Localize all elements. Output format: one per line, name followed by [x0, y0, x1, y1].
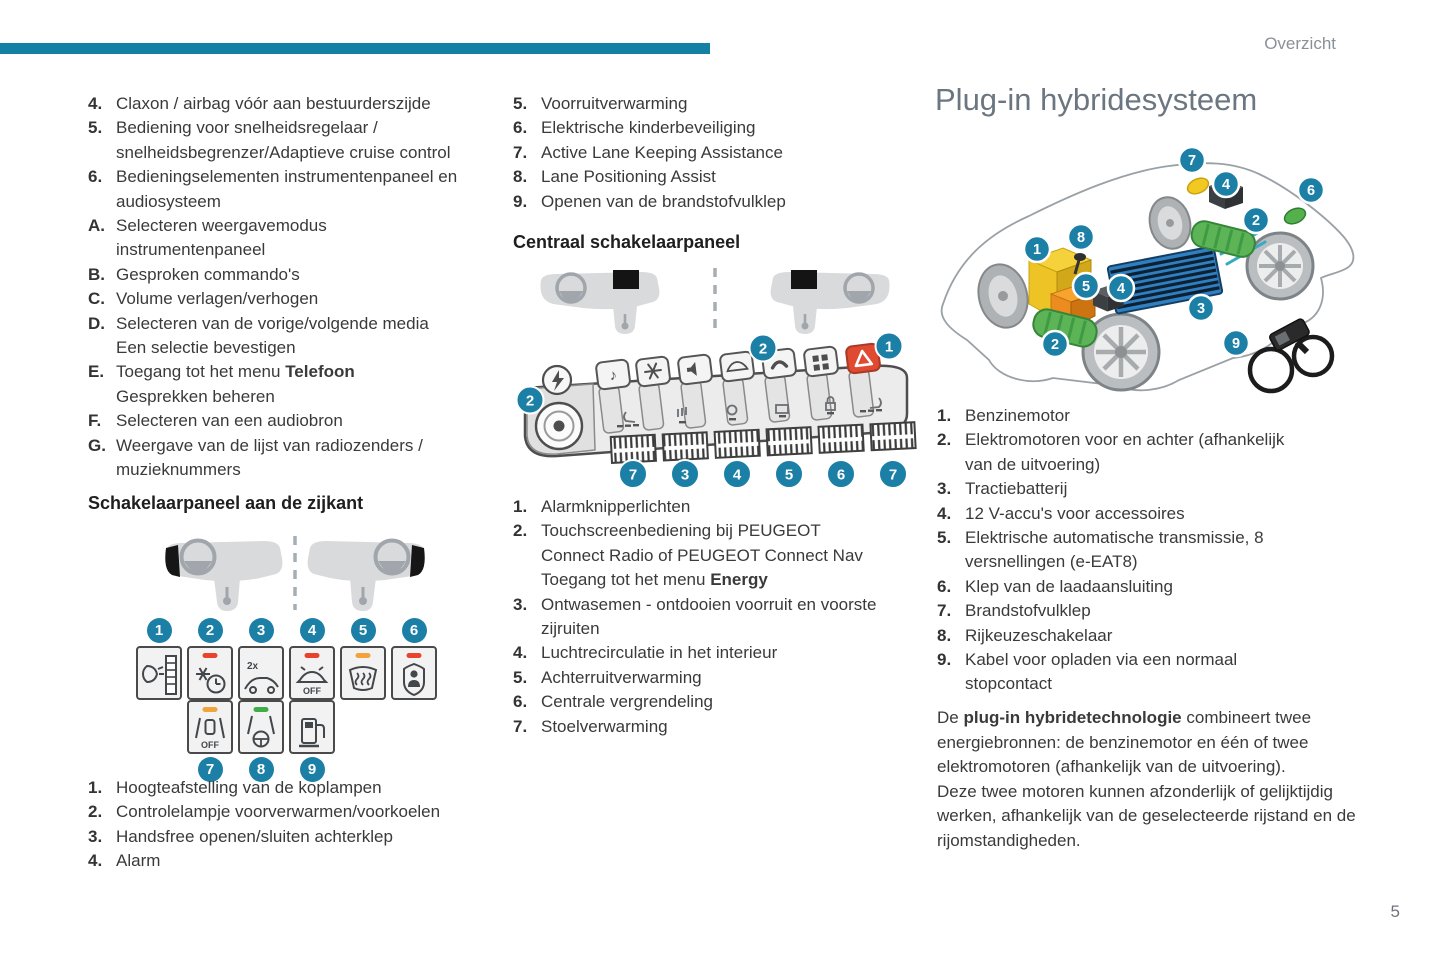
svg-text:6: 6: [836, 466, 846, 484]
fan-clock-icon: [192, 660, 228, 698]
wheel: [972, 259, 1034, 333]
side-panel-highlight: [165, 545, 180, 577]
list-item: 5. Voorruitverwarming: [513, 94, 688, 113]
hybrid-description: [937, 706, 1369, 854]
central-panel-key-list: [513, 495, 931, 739]
alarm-car-icon: [292, 656, 332, 698]
list-item: 9. Kabel voor opladen via een normaal stopcontact: [937, 650, 1238, 694]
side-switch-panel-diagram: [136, 618, 437, 782]
svg-text:5: 5: [784, 466, 794, 484]
dashboard-lhd-pictogram: [165, 541, 282, 612]
charging-cable: [1250, 318, 1332, 391]
list-item: 6. Klep van de laadaansluiting: [937, 576, 1173, 596]
panel-key-number: 4: [300, 618, 325, 643]
svg-text:7: 7: [1187, 153, 1197, 169]
panel-key-number: 1: [147, 618, 172, 643]
child-lock-icon: [396, 658, 432, 698]
indicator-lamp: [203, 653, 218, 658]
svg-text:3: 3: [680, 466, 690, 484]
svg-text:OFF: OFF: [303, 686, 321, 696]
list-item: 6. Bedieningselementen instrumentenpaneel en audiosysteem: [88, 167, 458, 211]
svg-text:2x: 2x: [247, 661, 259, 672]
svg-text:9: 9: [1231, 336, 1241, 352]
list-item: 1. Alarmknipperlichten: [513, 497, 691, 516]
svg-text:4: 4: [732, 466, 742, 484]
lane-positioning-icon: [242, 710, 280, 752]
steering-controls-list: [88, 92, 506, 483]
handsfree-tailgate-button[interactable]: [238, 646, 284, 700]
side-panel-key-list: [88, 776, 506, 874]
alloy-wheel: [1247, 233, 1313, 299]
svg-text:1: 1: [884, 338, 894, 356]
svg-text:2: 2: [758, 340, 768, 358]
central-panel-heading: Centraal schakelaarpaneel: [513, 232, 741, 252]
child-lock-button[interactable]: [391, 646, 437, 700]
power-button[interactable]: [543, 366, 571, 394]
list-item: 3. Handsfree openen/sluiten achterklep: [88, 826, 393, 846]
list-item: 4. 12 V-accu's voor accessoires: [937, 503, 1185, 523]
list-item: 4. Luchtrecirculatie in het interieur: [513, 643, 778, 663]
list-item: 6. Centrale vergrendeling: [513, 692, 713, 712]
svg-text:2: 2: [525, 392, 535, 410]
media-note-icon: ♪: [608, 366, 618, 385]
list-item: 2. Elektromotoren voor en achter (afhankelijk van de uitvoering): [937, 430, 1285, 474]
section-label: Overzicht: [1264, 34, 1336, 53]
list-item: 8. Lane Positioning Assist: [513, 167, 716, 187]
charging-flap: [1282, 205, 1308, 227]
svg-text:6: 6: [1306, 183, 1316, 199]
svg-text:7: 7: [888, 466, 898, 484]
panel-key-number: 5: [351, 618, 376, 643]
windscreen-heating-button[interactable]: [340, 646, 386, 700]
fuel-filler-flap: [1185, 175, 1211, 197]
hybrid-system-key-list: [937, 404, 1369, 697]
list-item: 2. Controlelampje voorverwarmen/voorkoelen: [88, 802, 441, 822]
list-item: F. Selecteren van een audiobron: [88, 411, 343, 431]
panel-key-number: 2: [198, 618, 223, 643]
svg-text:7: 7: [628, 466, 638, 484]
indicator-lamp: [305, 653, 320, 658]
dashboard-central-pictogram: [541, 270, 660, 334]
side-panel-location-diagram: [150, 530, 440, 623]
list-item: 1. Hoogteafstelling van de koplampen: [88, 778, 382, 797]
windscreen-heating-icon: [344, 658, 382, 698]
list-item: 2. Touchscreenbediening bij PEUGEOT Connect Radio of PEUGEOT Connect Nav Toegang tot het menu Energy: [513, 521, 863, 590]
header-rule: [0, 43, 710, 54]
svg-text:3: 3: [1196, 301, 1206, 317]
list-item: 4. Claxon / airbag vóór aan bestuurderszijde: [88, 94, 431, 113]
alarm-button[interactable]: [289, 646, 335, 700]
svg-text:5: 5: [1081, 279, 1091, 295]
rotary-knob[interactable]: [536, 403, 582, 449]
list-item: 5. Achterruitverwarming: [513, 667, 702, 687]
panel-key-number: 3: [249, 618, 274, 643]
side-panel-heading: Schakelaarpaneel aan de zijkant: [88, 493, 364, 513]
lane-keeping-off-icon: [191, 710, 229, 752]
list-item: B. Gesproken commando's: [88, 264, 300, 284]
indicator-lamp: [203, 707, 218, 712]
list-item: C. Volume verlagen/verhogen: [88, 289, 319, 309]
svg-text:4: 4: [1116, 281, 1126, 297]
list-item: 6. Elektrische kinderbeveiliging: [513, 118, 756, 138]
list-item: 7. Stoelverwarming: [513, 716, 668, 736]
lane-positioning-button[interactable]: [238, 700, 284, 754]
fuel-flap-button[interactable]: [289, 700, 335, 754]
list-item: 5. Bediening voor snelheidsregelaar / snelheidsbegrenzer/Adaptieve cruise control: [88, 118, 451, 162]
list-item: G. Weergave van de lijst van radiozenders / muzieknummers: [88, 435, 423, 480]
svg-text:OFF: OFF: [201, 740, 219, 750]
panel-key-number: 6: [402, 618, 427, 643]
list-item: 4. Alarm: [88, 851, 161, 871]
list-item: D. Selecteren van de vorige/volgende media Een selectie bevestigen: [88, 313, 429, 358]
list-item: A. Selecteren weergavemodus instrumentenpaneel: [88, 216, 327, 260]
panel-key-number: 8: [249, 757, 274, 782]
indicator-lamp: [356, 653, 371, 658]
svg-text:2: 2: [1251, 213, 1261, 229]
central-switch-panel-diagram: [513, 264, 917, 495]
svg-text:2: 2: [1050, 337, 1060, 353]
list-item: 7. Active Lane Keeping Assistance: [513, 142, 783, 162]
list-item: 9. Openen van de brandstofvulklep: [513, 191, 786, 211]
list-item: 8. Rijkeuzeschakelaar: [937, 625, 1113, 645]
list-item: 1. Benzinemotor: [937, 406, 1070, 425]
list-item: E. Toegang tot het menu Telefoon Gesprekken beheren: [88, 362, 355, 406]
handsfree-tailgate-icon: [241, 656, 281, 698]
svg-text:4: 4: [1221, 177, 1231, 193]
lane-keeping-off-button[interactable]: [187, 700, 233, 754]
hybrid-system-illustration: [933, 128, 1361, 411]
paragraph: De plug-in hybridetechnologie combineert twee energiebronnen: de benzinemotor en één of twee elektromotoren (afhankelijk van de uitvoering).: [937, 708, 1312, 777]
list-item: 7. Brandstofvulklep: [937, 601, 1091, 621]
list-item: 3. Tractiebatterij: [937, 479, 1068, 499]
central-panel-highlight: [613, 270, 639, 289]
svg-text:1: 1: [1032, 242, 1042, 258]
page-title: Plug-in hybridesysteem: [935, 82, 1258, 117]
preconditioning-indicator[interactable]: [187, 646, 233, 700]
headlight-leveling-dial[interactable]: [136, 646, 182, 700]
headlight-leveling-icon: [139, 652, 179, 698]
panel-key-number: 9: [300, 757, 325, 782]
paragraph: Deze twee motoren kunnen afzonderlijk of gelijktijdig werken, afhankelijk van de geselecteerde rijstand en de rijomstandigheden.: [937, 781, 1356, 850]
indicator-lamp: [407, 653, 422, 658]
wheel: [1144, 193, 1195, 253]
fuel-pump-icon: [294, 712, 330, 752]
svg-text:8: 8: [1076, 230, 1086, 246]
indicator-lamp: [254, 707, 269, 712]
list-item: 5. Elektrische automatische transmissie, 8 versnellingen (e-EAT8): [937, 528, 1264, 572]
panel-key-number: 7: [198, 757, 223, 782]
side-panel-key-list-continued: [513, 92, 927, 214]
list-item: 3. Ontwasemen - ontdooien voorruit en voorste zijruiten: [513, 594, 877, 639]
page-number: 5: [1390, 902, 1400, 921]
